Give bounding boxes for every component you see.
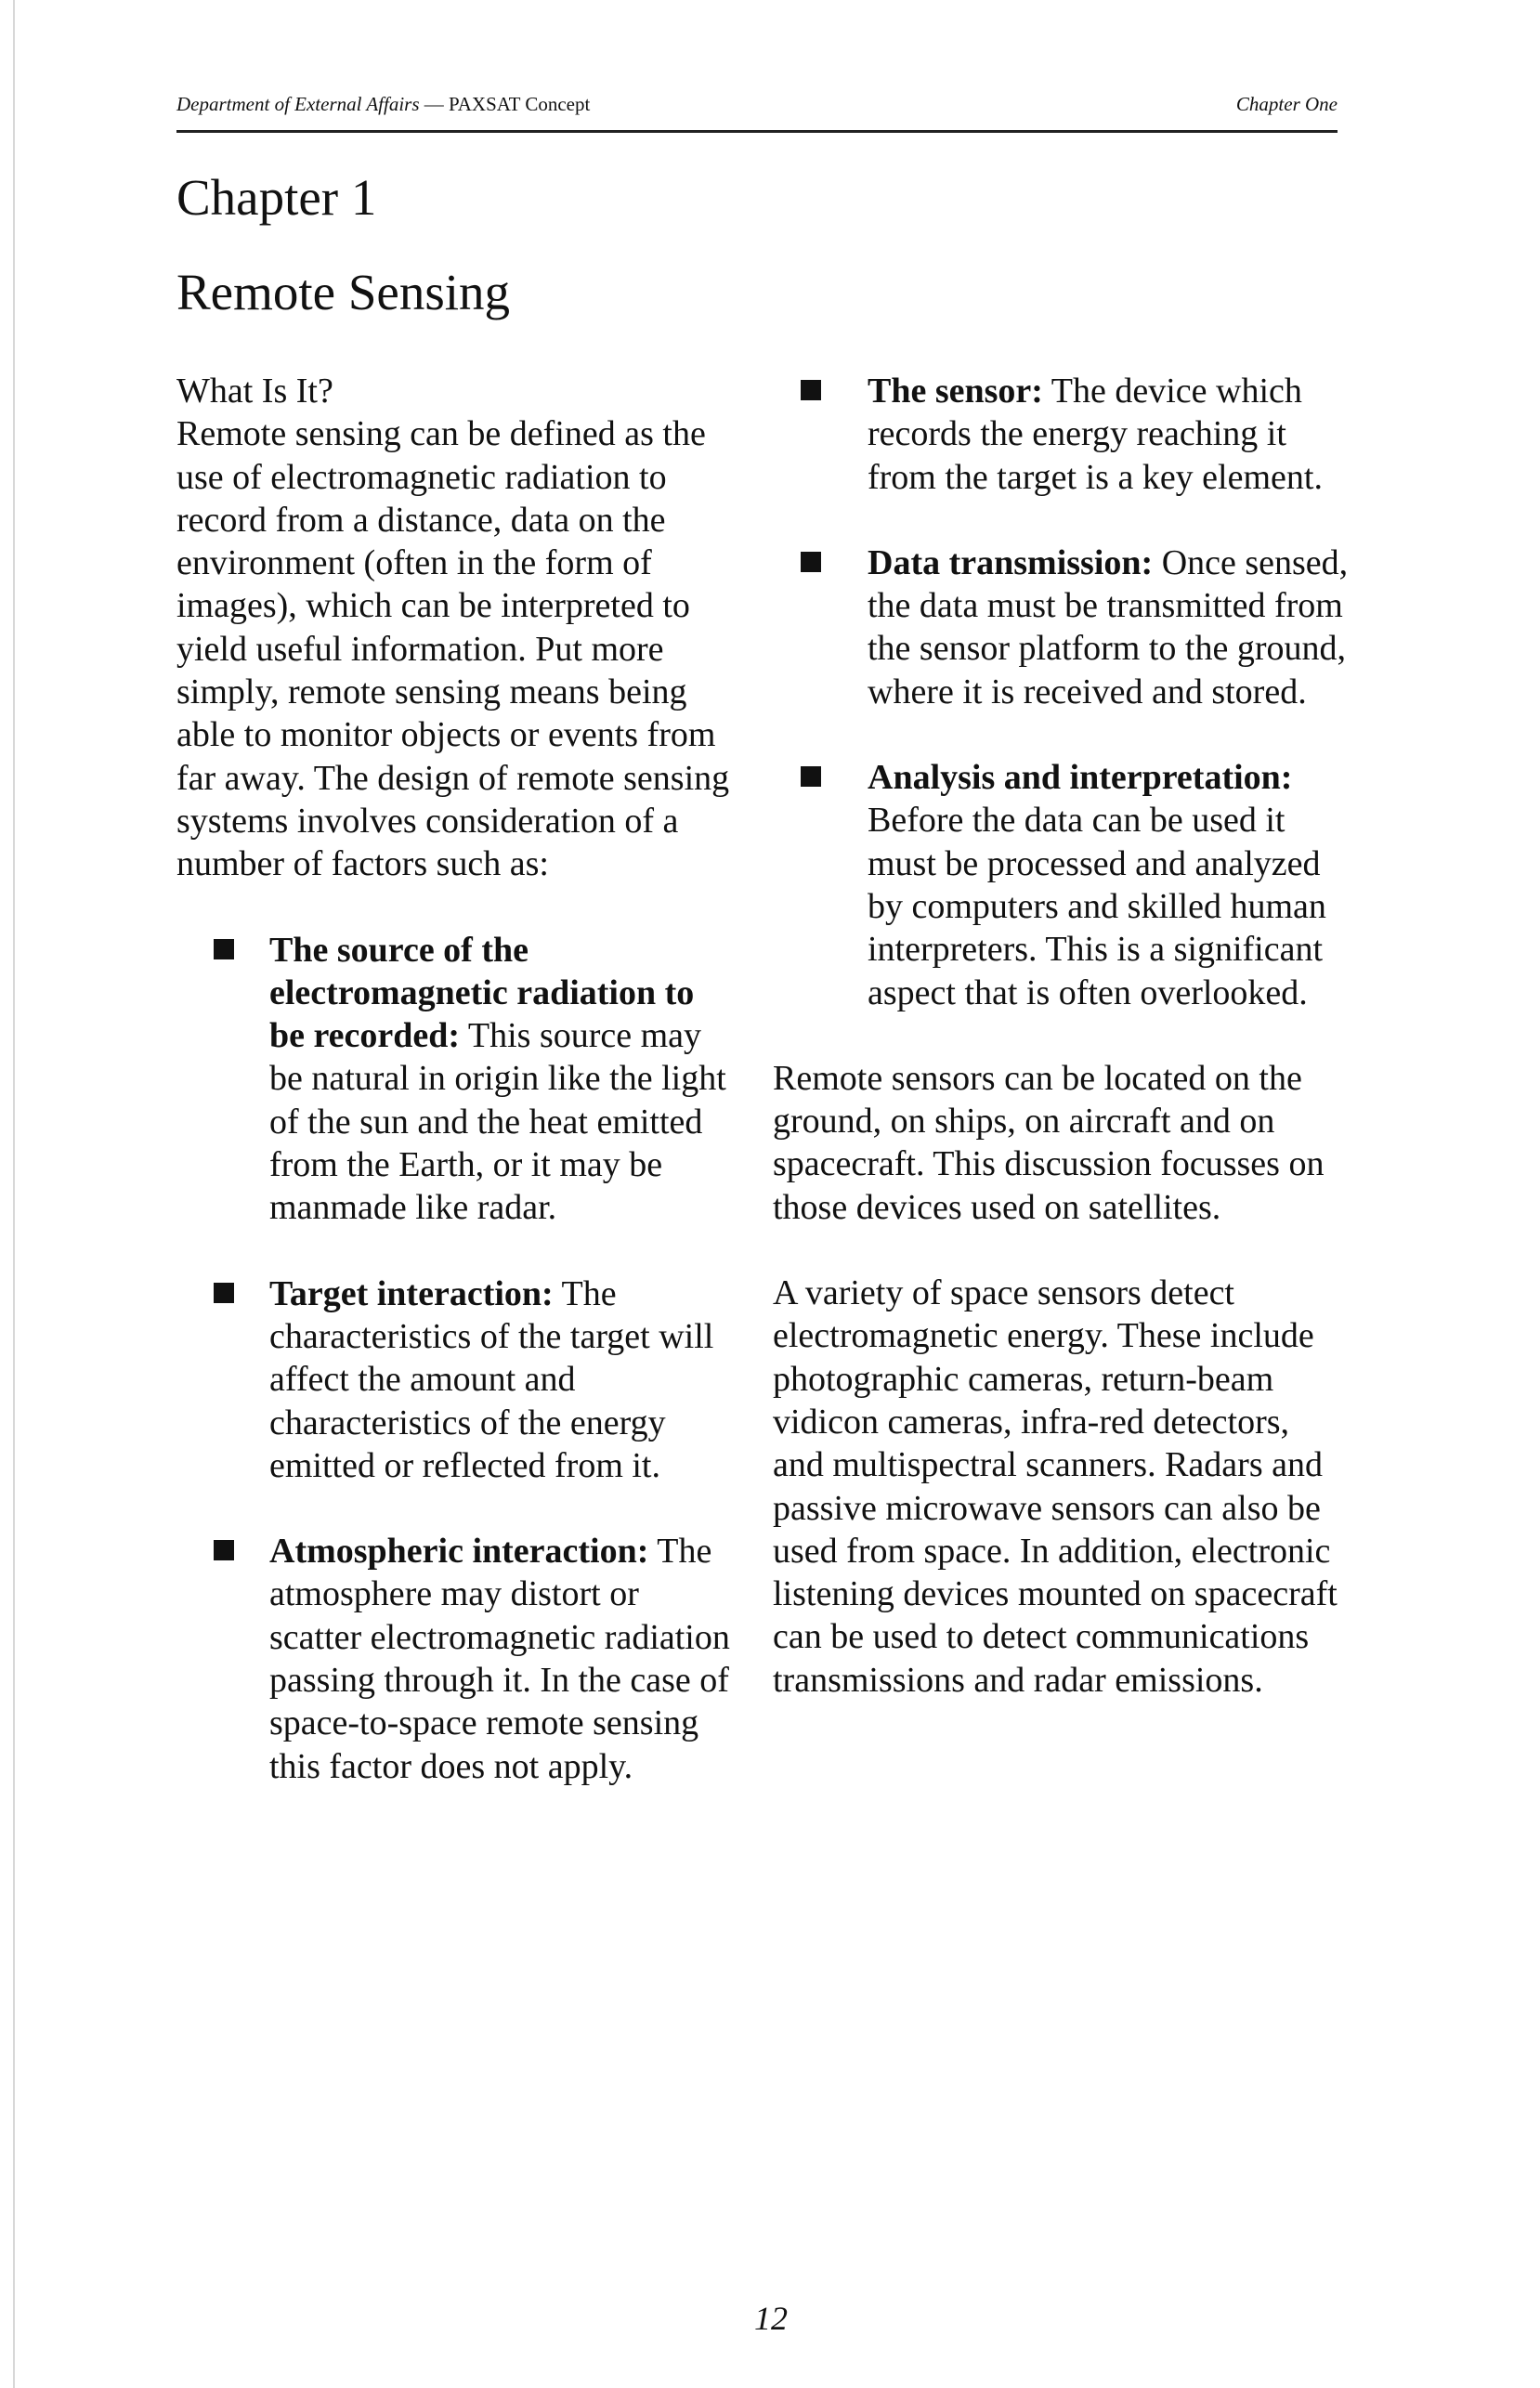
- square-bullet-icon: [214, 1540, 234, 1560]
- bullet-term: Target interaction:: [269, 1273, 554, 1313]
- bullet-item-transmission: [773, 542, 1349, 713]
- bullet-item-analysis: [773, 756, 1349, 1014]
- chapter-title: Remote Sensing: [176, 264, 511, 320]
- header-chapter: Chapter One: [1235, 93, 1338, 115]
- chapter-number: Chapter 1: [176, 169, 377, 226]
- running-header: [176, 93, 1338, 116]
- bullet-text: This source may be natural in origin like the light of the sun and the heat emitted from the Earth, or it may be manmade like radar.: [269, 1016, 726, 1228]
- bullet-text: The device which records the energy reaching it from the target is a key element.: [868, 372, 1323, 497]
- right-column: [773, 370, 1349, 1702]
- bullet-text: Before the data can be used it must be processed and analyzed by computers and skilled human interpreters. This is a significant aspect that is often overlooked.: [868, 801, 1326, 1012]
- bullet-text: Once sensed, the data must be transmitted from the sensor platform to the ground, where it is received and stored.: [868, 542, 1349, 711]
- bullet-term: The source of the electromagnetic radiation to be recorded:: [269, 930, 695, 1056]
- bullet-term: Atmospheric interaction:: [269, 1532, 649, 1572]
- header-left: [176, 93, 590, 116]
- bullet-item-source: [176, 929, 734, 1230]
- page-number: 12: [754, 2300, 788, 2337]
- bullet-text: The atmosphere may distort or scatter electromagnetic radiation passing through it. In the case of space-to-space remote sensing this factor does not apply.: [269, 1532, 730, 1786]
- section-heading: What Is It?: [176, 372, 333, 411]
- bullet-term: The sensor:: [868, 372, 1043, 411]
- bullet-term: Data transmission:: [868, 542, 1154, 582]
- bullet-term: Analysis and interpretation:: [868, 758, 1293, 798]
- square-bullet-icon: [801, 380, 821, 400]
- bullet-text: The characteristics of the target will affect the amount and characteristics of the energy emitted or reflected from it.: [269, 1273, 714, 1485]
- bullet-item-target: [176, 1272, 734, 1487]
- header-dash: —: [419, 93, 450, 115]
- sensor-location-paragraph: Remote sensors can be located on the ground, on ships, on aircraft and on spacecraft. This discussion focusses on those devices used on satellites.: [773, 1058, 1325, 1227]
- square-bullet-icon: [801, 552, 821, 572]
- intro-paragraph: Remote sensing can be defined as the use of electromagnetic radiation to record from a distance, data on the environment (often in the form of images), which can be interpreted to yield useful information. Put more simply, remote sensing means being able to monitor objects or events from far away. The design of remote sensing systems involves consideration of a number of factors such as:: [176, 414, 730, 884]
- header-department: Department of External Affairs: [176, 93, 420, 115]
- scan-edge-line: [13, 0, 15, 2388]
- square-bullet-icon: [801, 766, 821, 787]
- left-column: [176, 370, 734, 1788]
- space-sensors-paragraph: A variety of space sensors detect electromagnetic energy. These include photographic cameras, return-beam vidicon cameras, infra-red detectors, and multispectral scanners. Radars and passive microwave sensors can also be used from space. In addition, electronic listening devices mounted on spacecraft can be used to detect communications transmissions and radar emissions.: [773, 1273, 1338, 1700]
- square-bullet-icon: [214, 1283, 234, 1303]
- bullet-item-sensor: [773, 370, 1349, 499]
- square-bullet-icon: [214, 939, 234, 959]
- header-rule: [176, 130, 1338, 133]
- bullet-item-atmospheric: [176, 1530, 734, 1788]
- header-concept: PAXSAT Concept: [449, 93, 591, 115]
